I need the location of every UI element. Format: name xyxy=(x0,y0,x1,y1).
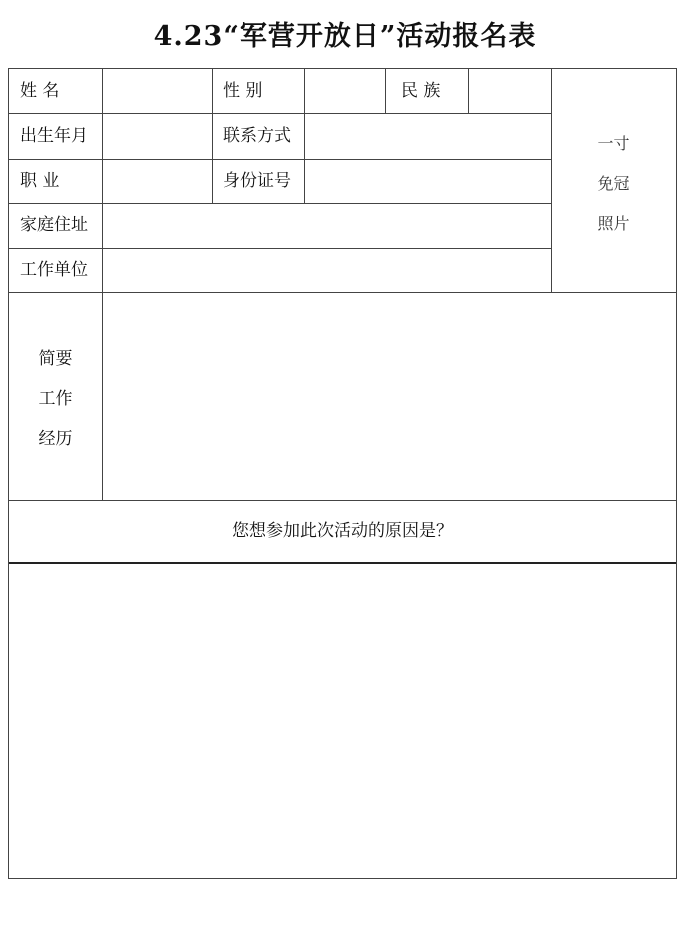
photo-line: 免冠 xyxy=(597,174,630,193)
name-label: 姓 名 xyxy=(20,81,60,101)
photo-line: 照片 xyxy=(597,214,630,233)
ethnicity-label: 民 族 xyxy=(401,81,441,101)
row-divider xyxy=(9,159,551,160)
row-divider xyxy=(9,203,551,204)
resume-line: 经历 xyxy=(38,429,73,449)
resume-line: 工作 xyxy=(38,389,73,409)
workplace-label: 工作单位 xyxy=(20,260,88,280)
form-title: 4.23“军营开放日”活动报名表 xyxy=(153,21,537,52)
id-number-label: 身份证号 xyxy=(223,171,291,191)
col-divider xyxy=(385,69,386,113)
resume-label xyxy=(9,339,102,459)
row-divider xyxy=(9,113,551,114)
col-divider xyxy=(468,69,469,113)
col-divider xyxy=(212,69,213,203)
registration-form xyxy=(8,68,677,879)
row-divider xyxy=(9,500,676,501)
photo-placeholder xyxy=(551,124,676,244)
col-divider xyxy=(304,69,305,203)
address-label: 家庭住址 xyxy=(20,215,88,235)
contact-label: 联系方式 xyxy=(223,126,291,146)
gender-label: 性 别 xyxy=(223,81,263,101)
row-divider xyxy=(9,248,551,249)
occupation-label: 职 业 xyxy=(20,171,60,191)
row-divider xyxy=(9,562,676,564)
photo-line: 一寸 xyxy=(597,134,630,153)
birth-label: 出生年月 xyxy=(20,126,88,146)
row-divider xyxy=(9,292,676,293)
reason-question: 您想参加此次活动的原因是？ xyxy=(232,521,453,541)
col-divider xyxy=(102,69,103,500)
resume-line: 简要 xyxy=(38,349,73,369)
